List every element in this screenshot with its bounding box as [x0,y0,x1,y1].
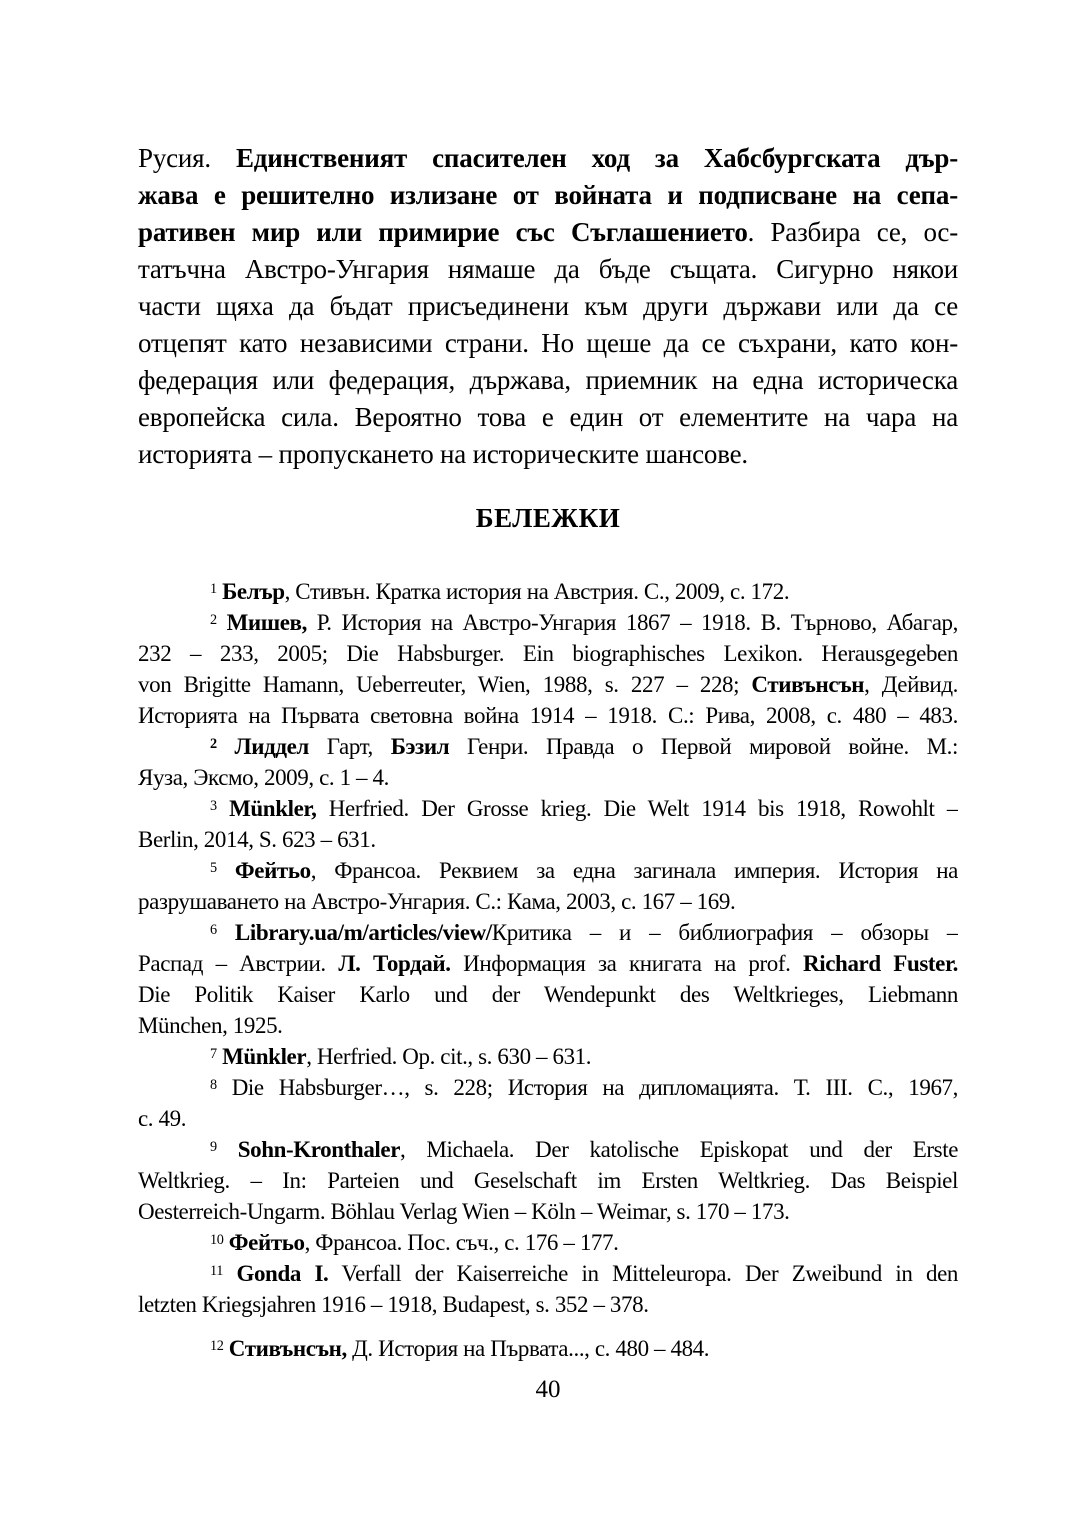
book-page [138,0,958,1364]
footnote [138,1072,958,1134]
text-run: Sohn-Kronthaler [216,1137,401,1162]
footnote [138,731,958,793]
footnote [138,1333,958,1364]
footnote-marker: 3 [210,797,217,814]
footnote-marker: 11 [210,1262,223,1279]
text-line [138,1103,958,1134]
text-run: München, 1925. [138,1013,283,1038]
text-run: Münkler [216,1044,307,1069]
footnote-marker: 2 [210,611,217,628]
text-run: Oesterreich-Ungarm. Böhlau Verlag Wien – Köln – Weimar, s. 170 – 173. [138,1199,790,1224]
text-run: татъчна Австро-Унгария нямаше да бъде същата. Сигурно някои [138,254,958,284]
text-run: Генри. Правда о Первой мировой войне. М.: [449,734,958,759]
text-line [138,251,958,288]
footnote-marker: 1 [210,580,217,597]
text-line [138,638,958,669]
text-run: , Стивън. Кратка история на Австрия. С., 2009, с. 172. [284,579,790,604]
text-run: , Франсоа. Пос. съч., с. 176 – 177. [304,1230,619,1255]
text-line [138,855,958,886]
text-run: Стивънсън, [223,1336,347,1361]
text-run: Herfried. Der Grosse krieg. Die Welt 1914 bis 1918, Rowohlt – [316,796,958,821]
text-run: Die Politik Kaiser Karlo und der Wendepunkt des Weltkrieges, Liebmann [138,982,958,1007]
footnote [138,1134,958,1227]
notes-list [138,576,958,1364]
text-run: Информация за книгата на prof. [450,951,804,976]
text-line [138,362,958,399]
text-line [138,1134,958,1165]
text-line [138,576,958,607]
text-run: историята – пропускането на историческите шансове. [138,439,748,469]
text-line [138,1196,958,1227]
text-line [138,948,958,979]
text-run: Weltkrieg. – In: Parteien und Geselschaft im Ersten Weltkrieg. Das Beispiel [138,1168,958,1193]
text-run: Die Habsburger…, s. 228; История на дипломацията. Т. III. С., 1967, [216,1075,958,1100]
text-run: Фейтьо [216,858,311,883]
text-line [138,1333,958,1364]
text-run: Лиддел [216,734,309,759]
page-number: 40 [535,1376,561,1403]
text-line [138,700,958,731]
text-run: Гарт, [308,734,391,759]
text-run: Library.ua/m/articles/view/ [216,920,492,945]
text-line [138,793,958,824]
text-run: letzten Kriegsjahren 1916 – 1918, Budapest, s. 352 – 378. [138,1292,649,1317]
text-run: европейска сила. Вероятно това е един от елементите на чара на [138,402,958,432]
text-run: , Michaela. Der katolische Episkopat und der Erste [400,1137,958,1162]
text-run: Русия. [138,143,236,173]
text-line [138,824,958,855]
text-run: Распад – Австрии. [138,951,339,976]
text-run: , Дейвид. [864,672,958,697]
text-run: ративен мир или примирие със Съглашението [138,217,748,247]
footnote [138,1258,958,1320]
text-line [138,1041,958,1072]
text-run: Münkler, [216,796,317,821]
text-line [138,669,958,700]
text-line [138,1165,958,1196]
intro-paragraph [138,140,958,473]
text-line [138,886,958,917]
text-line [138,1289,958,1320]
text-line [138,177,958,214]
text-run: Richard Fuster. [803,951,958,976]
footnote-marker: 8 [210,1076,217,1093]
text-run: Белър [216,579,285,604]
text-run: отцепят като независими страни. Но щеше да се съхрани, като кон- [138,328,958,358]
footnote-marker: 10 [210,1231,224,1248]
text-run: Berlin, 2014, S. 623 – 631. [138,827,376,852]
footnote-marker: 12 [210,1337,224,1354]
text-run: Стивънсън [751,672,865,697]
text-run: Д. История на Първата..., с. 480 – 484. [346,1336,710,1361]
text-run: Единственият спасителен ход за Хабсбургската дър- [235,143,958,173]
text-line [138,1010,958,1041]
text-line [138,214,958,251]
footnote [138,855,958,917]
text-run: . Разбира се, ос- [747,217,958,247]
footnote-marker: 5 [210,859,217,876]
text-run: Фейтьо [223,1230,305,1255]
text-line [138,1072,958,1103]
text-run: Gonda I. [222,1261,329,1286]
text-line [138,979,958,1010]
text-run: 232 – 233, 2005; Die Habsburger. Ein biographisches Lexikon. Herausgegeben [138,641,958,666]
text-run: Л. Тордай. [338,951,451,976]
footnote [138,917,958,1041]
text-run: , Франсоа. Реквием за една загинала империя. История на [310,858,958,883]
text-run: , Herfried. Op. cit., s. 630 – 631. [306,1044,592,1069]
text-run: Verfall der Kaiserreiche in Mitteleuropa. Der Zweibund in den [328,1261,958,1286]
text-run: жава е решително излизане от войната и подписване на сепа- [138,180,958,210]
text-run: с. 49. [138,1106,187,1131]
footnote-marker: 9 [210,1138,217,1155]
footnote-marker: 2 [210,735,217,752]
text-line [138,399,958,436]
text-line [138,140,958,177]
text-line [138,288,958,325]
footnote-marker: 6 [210,921,217,938]
text-run: von Brigitte Hamann, Ueberreuter, Wien, 1988, s. 227 – 228; [138,672,752,697]
footnote [138,1227,958,1258]
text-line [138,607,958,638]
notes-heading: БЕЛЕЖКИ [475,503,621,533]
text-line [138,325,958,362]
footnote [138,1041,958,1072]
text-run: федерация или федерация, държава, приемник на една историческа [138,365,958,395]
text-line [138,1227,958,1258]
text-line [138,1258,958,1289]
text-run: части щяха да бъдат присъединени към други държави или да се [138,291,958,321]
footnote [138,793,958,855]
footnote [138,607,958,731]
footnote [138,576,958,607]
text-run: Р. История на Австро-Унгария 1867 – 1918. В. Търново, Абагар, [306,610,958,635]
text-line [138,762,958,793]
text-line [138,436,958,473]
text-run: Критика – и – библиография – обзоры – [491,920,958,945]
text-line [138,917,958,948]
text-run: разрушаването на Австро-Унгария. С.: Кама, 2003, с. 167 – 169. [138,889,736,914]
text-run: Яуза, Эксмо, 2009, с. 1 – 4. [138,765,389,790]
footnote-marker: 7 [210,1045,217,1062]
text-line [138,731,958,762]
text-run: Мишев, [216,610,307,635]
text-run: Бэзил [390,734,450,759]
text-run: Историята на Първата световна война 1914 – 1918. С.: Рива, 2008, с. 480 – 483. [138,703,958,728]
